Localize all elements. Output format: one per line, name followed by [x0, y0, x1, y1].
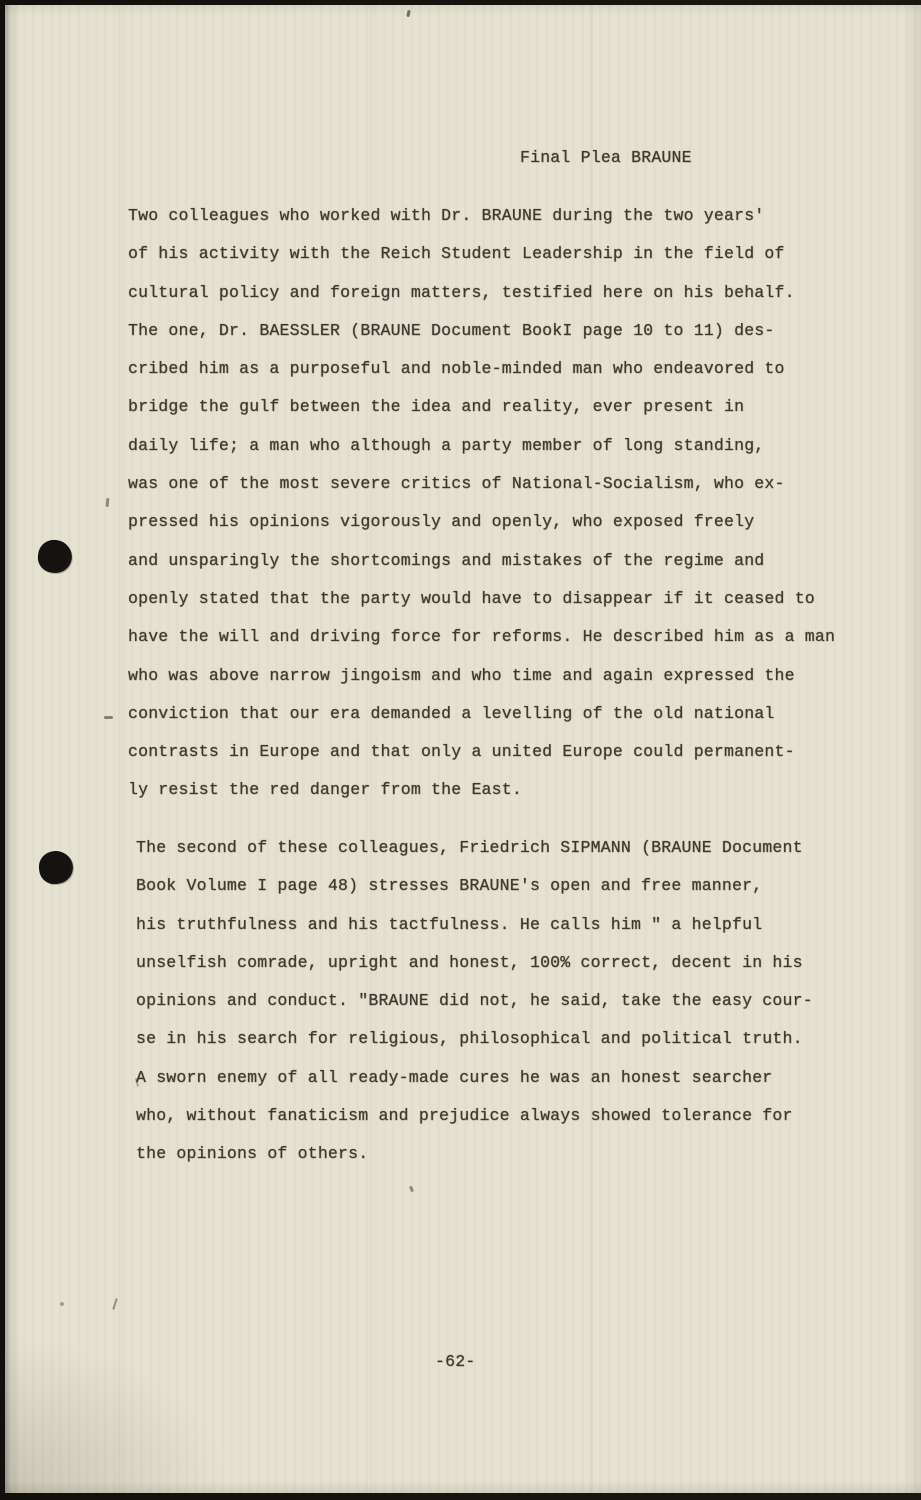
- text-line: contrasts in Europe and that only a united Europe could permanent-: [128, 742, 795, 762]
- ink-speck: [106, 498, 110, 507]
- hole-punch-bottom: [37, 849, 74, 885]
- text-line: his truthfulness and his tactfulness. He calls him " a helpful: [136, 914, 763, 934]
- ink-speck: [112, 1298, 118, 1310]
- text-line: The one, Dr. BAESSLER (BRAUNE Document BookI page 10 to 11) des-: [128, 320, 775, 340]
- text-line: of his activity with the Reich Student Leadership in the field of: [128, 244, 785, 264]
- paper-sheet: [5, 5, 921, 1493]
- text-line: The second of these colleagues, Friedrich SIPMANN (BRAUNE Document: [136, 838, 803, 857]
- text-line: bridge the gulf between the idea and reality, ever present in: [128, 397, 745, 417]
- text-line: unselfish comrade, upright and honest, 100% correct, decent in his: [136, 952, 803, 972]
- ink-speck: [409, 1186, 414, 1193]
- text-line: se in his search for religious, philosophical and political truth.: [136, 1029, 803, 1049]
- text-line: A sworn enemy of all ready-made cures he was an honest searcher: [136, 1067, 773, 1087]
- text-line: openly stated that the party would have to disappear if it ceased to: [128, 588, 815, 608]
- ink-speck: [406, 10, 410, 17]
- text-line: daily life; a man who although a party member of long standing,: [128, 435, 765, 455]
- text-line: conviction that our era demanded a levelling of the old national: [128, 703, 775, 723]
- text-line: cultural policy and foreign matters, testified here on his behalf.: [128, 282, 795, 302]
- text-line: ly resist the red danger from the East.: [128, 780, 522, 800]
- text-line: pressed his opinions vigorously and openly, who exposed freely: [128, 512, 755, 532]
- paragraph-2: [136, 829, 813, 1174]
- text-line: who, without fanaticism and prejudice always showed tolerance for: [136, 1106, 793, 1126]
- ink-speck: [60, 1302, 64, 1306]
- text-line: Two colleagues who worked with Dr. BRAUNE during the two years': [128, 206, 765, 225]
- text-line: opinions and conduct. "BRAUNE did not, he said, take the easy cour-: [136, 991, 813, 1011]
- text-line: cribed him as a purposeful and noble-minded man who endeavored to: [128, 359, 785, 379]
- page-number: -62-: [435, 1352, 476, 1371]
- ink-speck: [104, 716, 113, 719]
- page-header: Final Plea BRAUNE: [520, 148, 692, 167]
- text-line: was one of the most severe critics of National-Socialism, who ex-: [128, 474, 785, 494]
- text-line: and unsparingly the shortcomings and mistakes of the regime and: [128, 550, 765, 570]
- text-line: have the will and driving force for reforms. He described him as a man: [128, 627, 836, 647]
- text-line: the opinions of others.: [136, 1144, 369, 1164]
- text-line: who was above narrow jingoism and who time and again expressed the: [128, 665, 795, 685]
- paragraph-1: [128, 197, 835, 810]
- hole-punch-top: [36, 538, 74, 575]
- text-line: Book Volume I page 48) stresses BRAUNE's open and free manner,: [136, 876, 763, 896]
